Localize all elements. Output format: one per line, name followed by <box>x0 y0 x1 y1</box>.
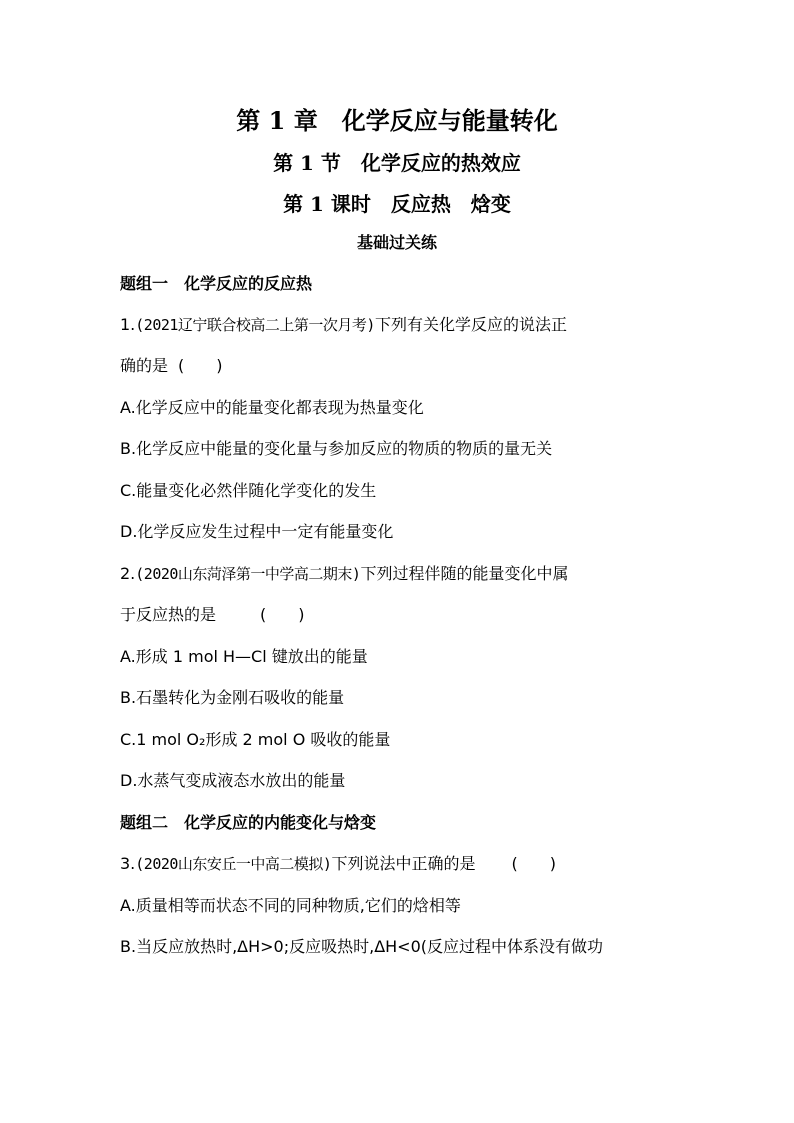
question-stem: 下列过程伴随的能量变化中属 <box>360 564 569 583</box>
exercise-type-heading: 基础过关练 <box>356 233 437 252</box>
option-c: C.能量变化必然伴随化学变化的发生 <box>120 481 377 500</box>
question-source: (2020山东安丘一中高二模拟) <box>135 855 332 873</box>
question-stem: 下列有关化学反应的说法正 <box>374 315 567 334</box>
question-2-stem <box>120 563 568 585</box>
option-d: D.水蒸气变成液态水放出的能量 <box>120 771 346 790</box>
group-heading-1: 题组一 化学反应的反应热 <box>120 274 313 293</box>
question-3-stem <box>120 853 556 875</box>
option-c: C.1 mol O₂形成 2 mol O 吸收的能量 <box>120 730 391 749</box>
option-d: D.化学反应发生过程中一定有能量变化 <box>120 522 394 541</box>
question-stem: 下列说法中正确的是 <box>331 854 476 873</box>
option-a: A.质量相等而状态不同的同种物质,它们的焓相等 <box>120 896 461 915</box>
question-source: (2020山东菏泽第一中学高二期末) <box>135 565 361 583</box>
answer-blank: ( ) <box>511 854 556 873</box>
chapter-title: 第 1 章 化学反应与能量转化 <box>236 106 558 135</box>
question-source: (2021辽宁联合校高二上第一次月考) <box>135 316 375 334</box>
option-a: A.形成 1 mol H—Cl 键放出的能量 <box>120 647 368 666</box>
answer-blank: ( ) <box>260 605 305 624</box>
answer-blank: ( ) <box>178 356 223 375</box>
question-2-stem-continued <box>120 604 305 626</box>
lesson-title: 第 1 课时 反应热 焓变 <box>283 192 511 216</box>
question-1-stem <box>120 314 567 336</box>
option-b: B.化学反应中能量的变化量与参加反应的物质的物质的量无关 <box>120 439 553 458</box>
group-heading-2: 题组二 化学反应的内能变化与焓变 <box>120 813 377 832</box>
option-a: A.化学反应中的能量变化都表现为热量变化 <box>120 398 424 417</box>
question-number: 3. <box>120 854 136 873</box>
option-b: B.当反应放热时,ΔH>0;反应吸热时,ΔH<0(反应过程中体系没有做功 <box>120 937 603 956</box>
question-number: 2. <box>120 564 136 583</box>
question-stem: 确的是 <box>120 356 169 375</box>
option-b: B.石墨转化为金刚石吸收的能量 <box>120 688 345 707</box>
question-stem: 于反应热的是 <box>120 605 217 624</box>
section-title: 第 1 节 化学反应的热效应 <box>273 151 521 175</box>
question-number: 1. <box>120 315 136 334</box>
question-1-stem-continued <box>120 355 223 377</box>
